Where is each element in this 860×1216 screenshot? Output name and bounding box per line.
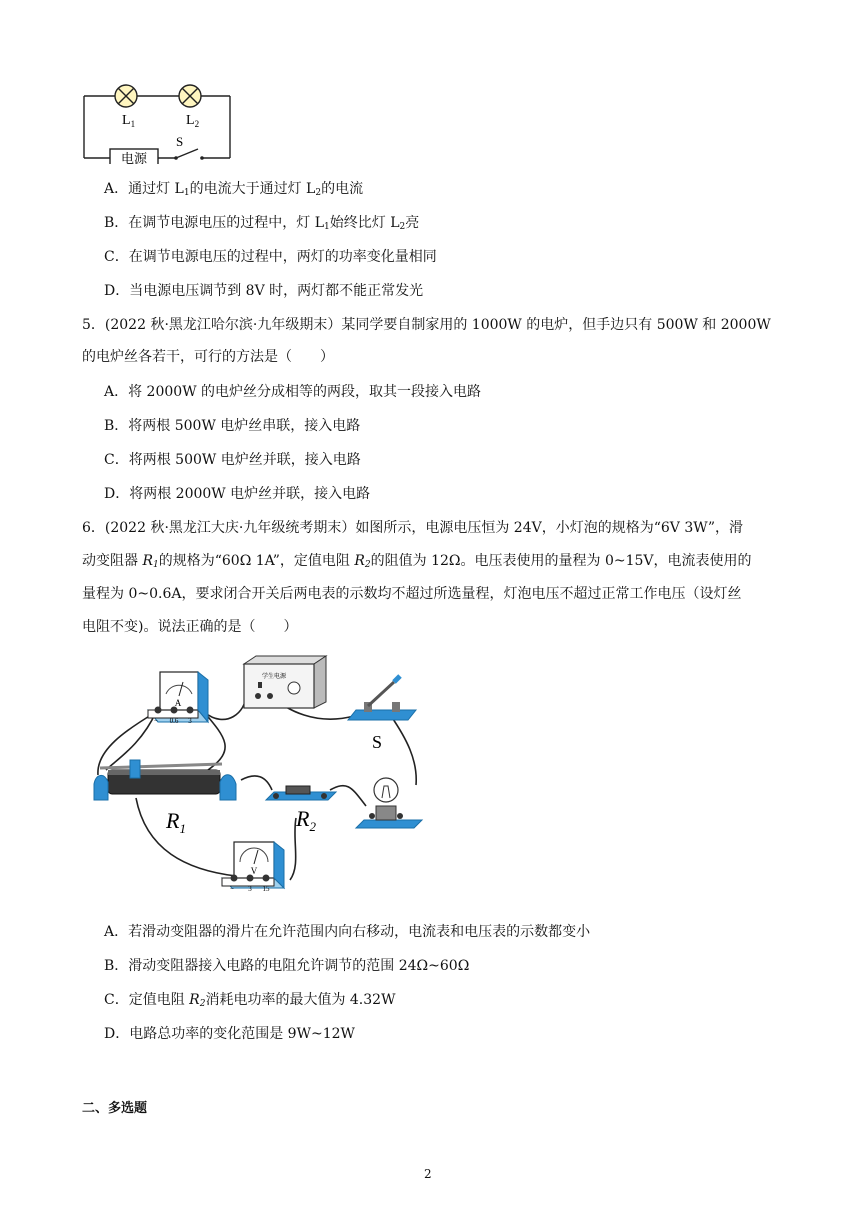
q5-option-d: D．将两根 2000W 电炉丝并联，接入电路: [104, 486, 371, 502]
page-number: 2: [424, 1167, 432, 1181]
apparatus-illustration: [86, 650, 432, 912]
lamp-l1-label: $L_1$: [122, 113, 136, 129]
ammeter-terminal-0.6: 0.6: [169, 717, 179, 725]
ammeter-letter: A: [174, 698, 182, 708]
voltmeter-icon: [222, 842, 284, 888]
q4-option-a: A．通过灯 $L_1$的电流大于通过灯 $L_2$的电流: [104, 181, 364, 198]
power-source-label: 电源: [120, 151, 148, 164]
r2-label: $R_2$: [296, 806, 316, 834]
q5-option-c: C．将两根 500W 电炉丝并联，接入电路: [104, 452, 361, 468]
q6-option-a: A．若滑动变阻器的滑片在允许范围内向右移动，电流表和电压表的示数都变小: [104, 924, 591, 940]
q6-stem-line4: 电阻不变)。说法正确的是（ ）: [82, 619, 298, 635]
voltmeter-terminal-neg: −: [230, 885, 234, 893]
ammeter-terminal-3: 3: [188, 717, 192, 725]
q4-option-c: C．在调节电源电压的过程中，两灯的功率变化量相同: [104, 249, 437, 265]
q5-option-b: B．将两根 500W 电炉丝串联，接入电路: [104, 418, 361, 434]
switch-s-label: S: [372, 732, 383, 752]
power-supply-icon: [244, 656, 326, 708]
switch-label: S: [176, 134, 184, 149]
lamp-l2-icon: [179, 85, 201, 107]
q5-option-a: A．将 2000W 的电炉丝分成相等的两段，取其一段接入电路: [104, 384, 482, 400]
q6-option-c: C．定值电阻 $R_2$消耗电功率的最大值为 4.32W: [104, 992, 396, 1009]
rheostat-r1-icon: [94, 760, 236, 800]
q6-option-d: D．电路总功率的变化范围是 9W~12W: [104, 1026, 355, 1042]
ammeter-icon: [148, 672, 208, 722]
q6-option-b: B．滑动变阻器接入电路的电阻允许调节的范围 24Ω~60Ω: [104, 958, 470, 974]
series-circuit-diagram: [80, 82, 235, 164]
lamp-l2-label: $L_2$: [186, 113, 200, 129]
voltmeter-terminal-3: 3: [248, 885, 252, 893]
power-supply-label: 学生电源: [262, 674, 287, 680]
q5-stem-line2: 的电炉丝各若干，可行的方法是（ ）: [82, 349, 334, 365]
lamp-l1-icon: [115, 85, 137, 107]
r1-label: $R_1$: [166, 808, 186, 836]
ammeter-terminal-neg: −: [154, 717, 158, 725]
section-heading: 二、多选题: [82, 1101, 148, 1116]
q5-stem-line1: 5．(2022 秋·黑龙江哈尔滨·九年级期末）某同学要自制家用的 1000W 的电炉，但手边只有 500W 和 2000W: [82, 317, 771, 333]
q4-option-b: B．在调节电源电压的过程中，灯 $L_1$始终比灯 $L_2$亮: [104, 215, 420, 232]
bulb-holder-icon: [356, 778, 422, 828]
knife-switch-icon: [348, 676, 416, 720]
q4-option-d: D．当电源电压调节到 8V 时，两灯都不能正常发光: [104, 283, 424, 299]
resistor-r2-icon: [266, 786, 336, 800]
q6-stem-line3: 量程为 0~0.6A，要求闭合开关后两电表的示数均不超过所选量程，灯泡电压不超过正常工作电压（设灯丝: [82, 586, 742, 602]
q6-stem-line2: 动变阻器 $R_1$的规格为“60Ω 1A”，定值电阻 $R_2$的阻值为 12Ω。电压表使用的量程为 0~15V，电流表使用的: [82, 553, 752, 570]
voltmeter-letter: V: [250, 866, 258, 876]
voltmeter-terminal-15: 15: [262, 885, 270, 893]
q6-stem-line1: 6．(2022 秋·黑龙江大庆·九年级统考期末）如图所示，电源电压恒为 24V，小灯泡的规格为“6V 3W”，滑: [82, 520, 744, 536]
